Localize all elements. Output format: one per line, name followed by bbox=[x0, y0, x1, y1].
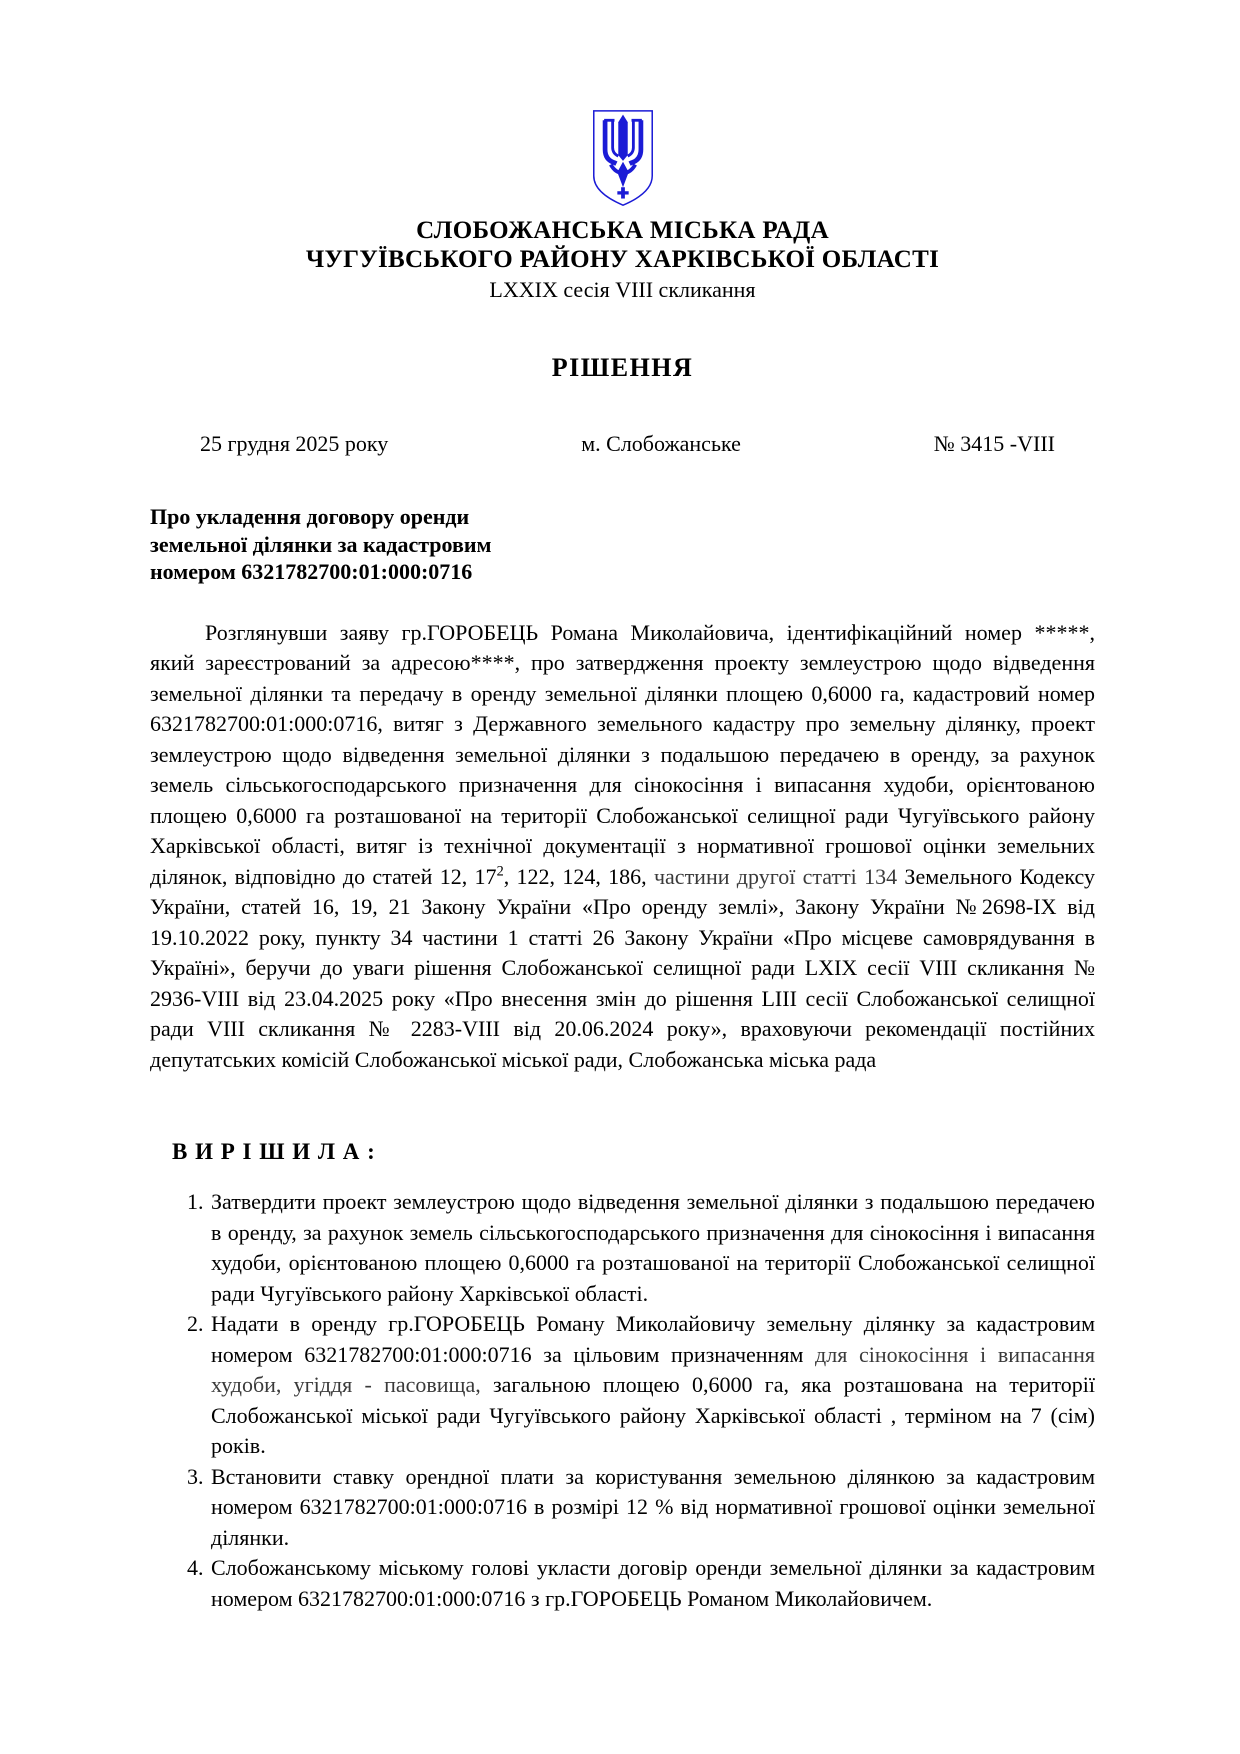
item-number: 2. bbox=[187, 1311, 204, 1336]
decision-date: 25 грудня 2025 року bbox=[200, 431, 389, 456]
decision-place: м. Слобожанське bbox=[581, 431, 741, 456]
item-number: 1. bbox=[187, 1189, 204, 1214]
resolution-item bbox=[150, 1462, 1095, 1554]
item-text bbox=[211, 1309, 1095, 1462]
org-name-line1: СЛОБОЖАНСЬКА МІСЬКА РАДА bbox=[416, 217, 829, 244]
text-segment: частини другої статті 134 bbox=[653, 863, 905, 889]
resolution-heading: В И Р І Ш И Л А : bbox=[172, 1139, 376, 1164]
text-segment: Затвердити проект землеустрою щодо відведення земельної ділянки з подальшою передачею в оренду, за рахунок земель сільськогосподарського призначення для сінокосіння і випасання худоби, орієнтованою площею 0,6000 га розташованої на території Слобожанської селищної ради Чугуївського району Харківської області. bbox=[211, 1189, 1095, 1306]
text-segment: , 122, 124, 186, bbox=[503, 863, 654, 889]
subject-line: Про укладення договору оренди bbox=[150, 504, 470, 529]
text-segment: Надати в оренду гр.ГОРОБЕЦЬ Роману Миколайовичу земельну ділянку за кадастровим номером 6321782700:01:000:0716 за цільовим призначенням bbox=[211, 1311, 1095, 1367]
preamble-paragraph bbox=[150, 618, 1095, 1076]
decision-number: № 3415 -VIII bbox=[933, 431, 1055, 456]
item-text bbox=[211, 1187, 1095, 1309]
org-name-line2: ЧУГУЇВСЬКОГО РАЙОНУ ХАРКІВСЬКОЇ ОБЛАСТІ bbox=[305, 246, 940, 273]
text-segment: загальною площею 0,6000 га, яка розташована на території Слобожанської міської ради Чугуївського району Харківської області , терміном на 7 (сім) років. bbox=[211, 1372, 1096, 1458]
text-segment: Встановити ставку орендної плати за користування земельною ділянкою за кадастровим номером 6321782700:01:000:0716 в розмірі 12 % від нормативної грошової оцінки земельної ділянки. bbox=[211, 1463, 1095, 1550]
document-type-title: РІШЕННЯ bbox=[551, 353, 694, 382]
ukraine-trident-emblem-icon bbox=[590, 108, 656, 208]
text-segment: для сінокосіння і випасання худоби, угіддя - пасовища, bbox=[211, 1341, 1095, 1397]
text-segment: Земельного Кодексу України, статей 16, 19, 21 Закону України «Про оренду землі», Закону України №2698-IX від 19.10.2022 року, пункту 34 частини 1 статті 26 Закону України «Про місцеве самоврядування в Україні», беручи до уваги рішення Слобожанської селищної ради LXIX сесії VIII скликання № 2936-VIII від 23.04.2025 року «Про внесення змін до рішення LIII сесії Слобожанської селищної ради VIII скликання № 2283-VIII від 20.06.2024 року», враховуючи рекомендації постійних депутатських комісій Слобожанської міської ради, Слобожанська міська рада bbox=[150, 863, 1095, 1072]
subject-line: номером 6321782700:01:000:0716 bbox=[150, 559, 473, 584]
resolution-item bbox=[150, 1553, 1095, 1614]
item-text bbox=[211, 1553, 1095, 1614]
item-number: 4. bbox=[187, 1555, 204, 1580]
resolution-item bbox=[150, 1309, 1095, 1462]
item-number: 3. bbox=[187, 1463, 204, 1489]
text-segment: Слобожанському міському голові укласти договір оренди земельної ділянки за кадастровим номером 6321782700:01:000:0716 з гр.ГОРОБЕЦЬ Романом Миколайовичем. bbox=[211, 1555, 1095, 1611]
item-text bbox=[211, 1462, 1095, 1554]
resolution-items-list bbox=[150, 1187, 1095, 1614]
text-segment: Розглянувши заяву гр.ГОРОБЕЦЬ Романа Миколайовича, ідентифікаційний номер *****, який зареєстрований за адресою****, про затвердження проекту землеустрою щодо відведення земельної ділянки та передачу в оренду земельної ділянки площею 0,6000 га, кадастровий номер 6321782700:01:000:0716, витяг з Державного земельного кадастру про земельну ділянку, проект землеустрою щодо відведення земельної ділянки з подальшою передачею в оренду, за рахунок земель сільськогосподарського призначення для сінокосіння і випасання худоби, орієнтованою площею 0,6000 га розташованої на території Слобожанської селищної ради Чугуївського району Харківської області, витяг із технічної документації з нормативної грошової оцінки земельних ділянок, відповідно до статей 12, 17 bbox=[150, 619, 1095, 889]
resolution-item bbox=[150, 1187, 1095, 1309]
subject-line: земельної ділянки за кадастровим bbox=[150, 531, 492, 557]
meta-row bbox=[150, 431, 1095, 457]
document-header bbox=[150, 108, 1095, 303]
session-line: LXXIX сесія VIII скликання bbox=[489, 277, 756, 302]
subject-block bbox=[150, 503, 1095, 586]
superscript-text: 2 bbox=[496, 863, 504, 880]
